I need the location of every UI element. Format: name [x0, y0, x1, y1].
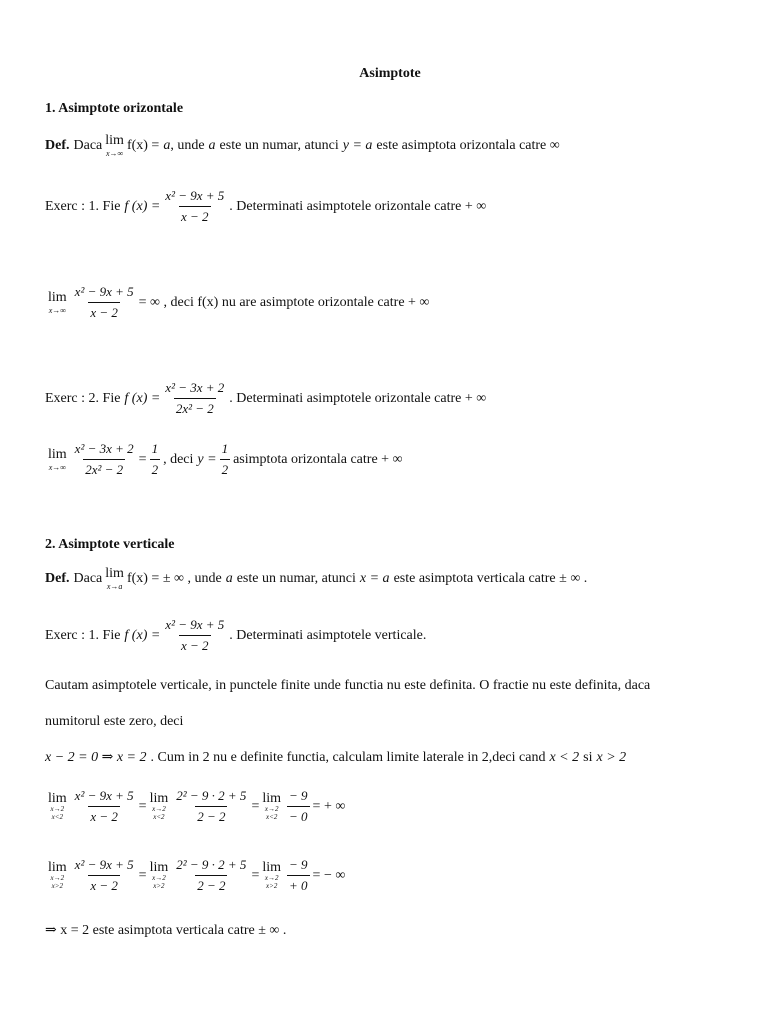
def-text: Daca [73, 138, 103, 153]
condition: x < 2 [549, 749, 580, 765]
exercise-label: Exerc : 1. Fie [45, 198, 121, 214]
equals-sign: = [251, 798, 260, 814]
paragraph-line: Cautam asimptotele verticale, in punctele finite unde functia nu este definita. O fractie nu este definita, daca [45, 678, 651, 693]
fraction: $\frac{\text{2² − 9 · 2 + 5}}{2 - 2}$ [176, 857, 247, 893]
limit-notation: lim x→∞ [105, 133, 124, 158]
calculation-line [45, 749, 626, 766]
section1-heading: 1. Asimptote orizontale [45, 101, 184, 116]
limit-notation: lim x→2 x>2 [262, 859, 282, 890]
section1-definition [45, 134, 560, 158]
paragraph-line: numitorul este zero, deci [45, 714, 184, 729]
solution-2 [45, 441, 403, 478]
def-text: f(x) = ± ∞ , unde [126, 571, 222, 586]
def-equation: x = a [359, 571, 390, 586]
limit-result: = − ∞ [312, 867, 346, 883]
def-text: este asimptota orizontala catre ∞ [376, 138, 560, 153]
def-label: Def. [45, 571, 70, 586]
equation: x − 2 = 0 ⇒ x = 2 [45, 750, 147, 765]
exercise-3 [45, 617, 426, 654]
exercise-label: Exerc : 1. Fie [45, 627, 121, 643]
solution-text: asimptota orizontala catre + ∞ [233, 451, 403, 467]
fraction: $\frac{- 9}{+ 0}$ [289, 857, 308, 893]
fraction: $\frac{\text{2² − 9 · 2 + 5}}{2 - 2}$ [176, 788, 247, 824]
def-text: , unde [170, 138, 205, 153]
def-text: Daca [73, 571, 103, 586]
function-name: f (x) = [124, 390, 161, 406]
page-title: Asimptote [359, 66, 421, 81]
equals-sign: = [138, 798, 147, 814]
exercise-text: . Determinati asimptotele orizontale catre + ∞ [229, 390, 487, 406]
function-name: f (x) = [124, 198, 161, 214]
fraction: $\frac{\text{x² − 9x + 5}}{x - 2}$ [74, 788, 134, 824]
def-var: a [208, 138, 216, 153]
solution-text: = ∞ , deci f(x) nu are asimptote orizontale catre + ∞ [138, 294, 430, 310]
fraction: $\frac{\text{x² − 9x + 5}}{x - 2}$ [74, 857, 134, 893]
exercise-text: . Determinati asimptotele orizontale catre + ∞ [229, 198, 487, 214]
limit-notation: lim x→2 x>2 [48, 859, 67, 890]
def-text: este asimptota verticala catre ± ∞ . [393, 571, 588, 586]
def-text: f(x) = [126, 138, 160, 153]
limit-notation: lim x→∞ [48, 289, 67, 315]
conclusion: ⇒ x = 2 este asimptota verticala catre ± ∞ . [45, 923, 287, 938]
fraction: $\frac{\text{x² − 3x + 2}}{\text{2x² − 2}}$ [165, 380, 225, 416]
fraction-half: $\frac{1}{2}$ [221, 441, 229, 477]
exercise-1 [45, 188, 486, 225]
exercise-label: Exerc : 2. Fie [45, 390, 121, 406]
def-var: a [163, 138, 171, 153]
def-equation: y = a [342, 138, 373, 153]
def-label: Def. [45, 138, 70, 153]
def-text: este un numar, atunci [219, 138, 339, 153]
limit-notation: lim x→∞ [48, 446, 67, 472]
right-limit [45, 857, 345, 894]
fraction: $\frac{\text{x² − 9x + 5}}{x - 2}$ [165, 188, 225, 224]
def-text: este un numar, atunci [236, 571, 356, 586]
function-name: f (x) = [124, 627, 161, 643]
equals-sign: = [251, 867, 260, 883]
equals-sign: = [138, 867, 147, 883]
limit-notation: lim x→a [105, 566, 124, 591]
exercise-2 [45, 380, 486, 417]
fraction: $\frac{\text{x² − 9x + 5}}{x - 2}$ [165, 617, 225, 653]
fraction: $\frac{\text{x² − 3x + 2}}{\text{2x² − 2}}$ [74, 441, 134, 477]
fraction: $\frac{- 9}{- 0}$ [289, 788, 308, 824]
calc-text: . Cum in 2 nu e definite functia, calculam limite laterale in 2,deci cand [150, 749, 546, 765]
equals-sign: = [138, 451, 147, 467]
limit-notation: lim x→2 x>2 [149, 859, 169, 890]
fraction-half: $\frac{1}{2}$ [151, 441, 159, 477]
calc-text: si [583, 749, 593, 765]
limit-notation: lim x→2 x<2 [149, 790, 169, 821]
limit-result: = + ∞ [312, 798, 346, 814]
exercise-text: . Determinati asimptotele verticale. [229, 627, 427, 643]
condition: x > 2 [596, 749, 627, 765]
fraction: $\frac{\text{x² − 9x + 5}}{x - 2}$ [74, 284, 134, 320]
solution-1 [45, 284, 429, 321]
section2-definition [45, 567, 587, 591]
asymptote-equation: y = [197, 451, 217, 467]
section2-heading: 2. Asimptote verticale [45, 537, 175, 552]
limit-notation: lim x→2 x<2 [48, 790, 67, 821]
def-var: a [225, 571, 233, 586]
left-limit [45, 788, 345, 825]
limit-notation: lim x→2 x<2 [262, 790, 282, 821]
solution-text: , deci [163, 451, 194, 467]
